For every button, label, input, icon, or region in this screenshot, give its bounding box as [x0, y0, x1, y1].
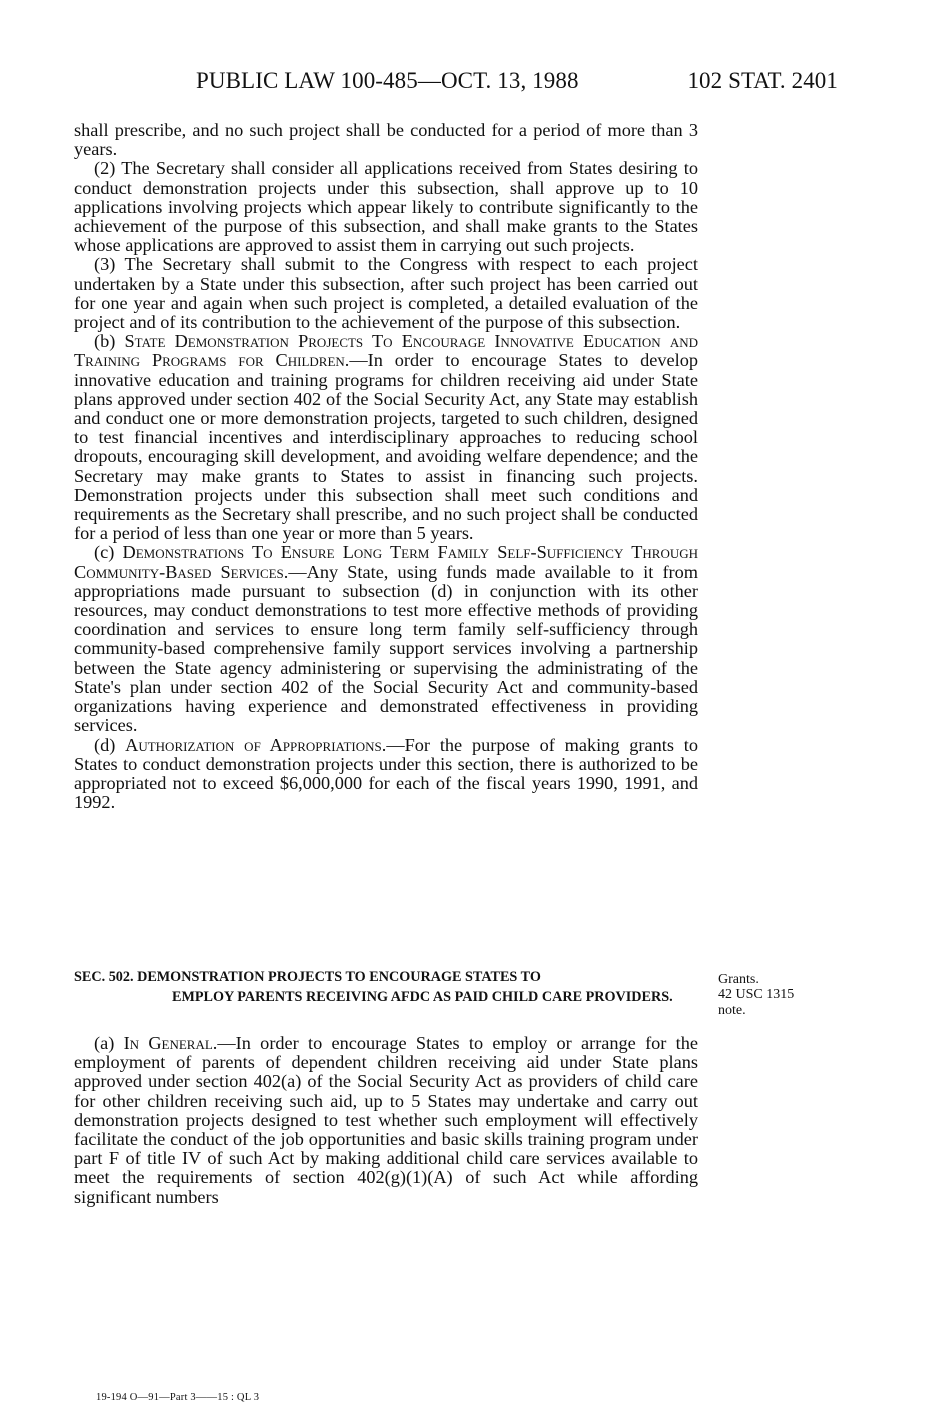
- section-title-first-line: DEMONSTRATION PROJECTS TO ENCOURAGE STATES TO: [137, 969, 541, 985]
- paragraph-3: (3) The Secretary shall submit to the Congress with respect to each project undertaken by a State under this subsection, after such project has been carried out for one year and again when such project is completed, a detailed evaluation of the project and of its contribution to the achievement of the purpose of this subsection.: [74, 254, 698, 333]
- subsection-a-text: —In order to encourage States to employ or arrange for the employment of parents of dependent children receiving aid under State plans approved under section 402(a) of the Social Security Act as providers of child care for other children receiving such aid, up to 5 States may undertake and carry out demonstration projects designed to test whether such employment will effectively facilitate the conduct of the job opportunities and basic skills training program under part F of title IV of such Act by making additional child care services available to meet the requirements of section 402(g)(1)(A) of such Act while affording significant numbers: [74, 1033, 698, 1207]
- subsection-d-label: (d): [94, 734, 116, 755]
- page-header-title: PUBLIC LAW 100-485—OCT. 13, 1988: [196, 68, 579, 93]
- subsection-a-label: (a): [94, 1033, 115, 1053]
- subsection-c: [74, 543, 698, 735]
- section-number: SEC. 502.: [74, 969, 134, 985]
- subsection-d-text: —For the purpose of making grants to States to conduct demonstration projects under this section, there is authorized to be appropriated not to exceed $6,000,000 for each of the fiscal years 1990, 1991, and 1992.: [74, 734, 698, 813]
- subsection-c-heading: Demonstrations To Ensure Long Term Family Self-Sufficiency Through Community-Based Services.: [74, 542, 699, 582]
- section-502-subsection-a: [74, 1034, 698, 1207]
- subsection-c-label: (c): [94, 542, 115, 563]
- subsection-d: [74, 736, 698, 813]
- subsection-b-heading: State Demonstration Projects To Encourage Innovative Education and Training Programs for Children.: [74, 331, 698, 371]
- statute-page-number: 102 STAT. 2401: [687, 68, 838, 93]
- section-title-rest: EMPLOY PARENTS RECEIVING AFDC AS PAID CHILD CARE PROVIDERS.: [172, 988, 673, 1005]
- section-502-heading-line1: [74, 968, 698, 988]
- margin-note-line1: Grants.: [718, 972, 759, 987]
- subsection-b-label: (b): [94, 331, 116, 352]
- margin-note-line3: note.: [718, 1002, 746, 1018]
- running-head: [196, 64, 838, 104]
- paragraph-continuation: shall prescribe, and no such project shall be conducted for a period of more than 3 years.: [74, 120, 698, 160]
- subsection-d-heading: Authorization of Appropriations.: [125, 734, 387, 755]
- main-text-block: [74, 121, 698, 812]
- margin-note-line2: 42 USC 1315: [718, 987, 795, 1003]
- margin-note: [718, 972, 828, 1018]
- section-502-heading: [74, 968, 698, 1007]
- subsection-b-text: —In order to encourage States to develop innovative education and training programs for children receiving aid under State plans approved under section 402 of the Social Security Act, any State may establish and conduct one or more demonstration projects, targeted to such children, designed to test financial incentives and interdisciplinary approaches to reducing school dropouts, encouraging skill development, and avoiding welfare dependence; and the Secretary may make grants to States to assist in financing such projects. Demonstration projects under this subsection shall meet such conditions and requirements as the Secretary shall prescribe, and no such project shall be conducted for a period of less than one year or more than 5 years.: [74, 350, 698, 544]
- footer-print-code: 19-194 O—91—Part 3——15 : QL 3: [96, 1392, 260, 1403]
- subsection-c-text: —Any State, using funds made available to it from appropriations made pursuant to subsection (d) in conjunction with its other resources, may conduct demonstrations to test more effective methods of providing coordination and services to ensure long term family self-sufficiency through community-based comprehensive family support services involving a partnership between the State agency administering or supervising the administrating of the State's plan under section 402 of the Social Security Act and community-based organizations having experience and demonstrated effectiveness in providing services.: [74, 561, 698, 736]
- subsection-b: [74, 332, 698, 543]
- section-502-text-block: [74, 1034, 698, 1207]
- subsection-a-heading: In General.: [123, 1033, 218, 1053]
- paragraph-2: (2) The Secretary shall consider all applications received from States desiring to conduct demonstration projects under this subsection, shall approve up to 10 applications involving projects which appear likely to contribute significantly to the achievement of the purpose of this subsection, and shall make grants to the States whose applications are approved to assist them in carrying out such projects.: [74, 158, 698, 256]
